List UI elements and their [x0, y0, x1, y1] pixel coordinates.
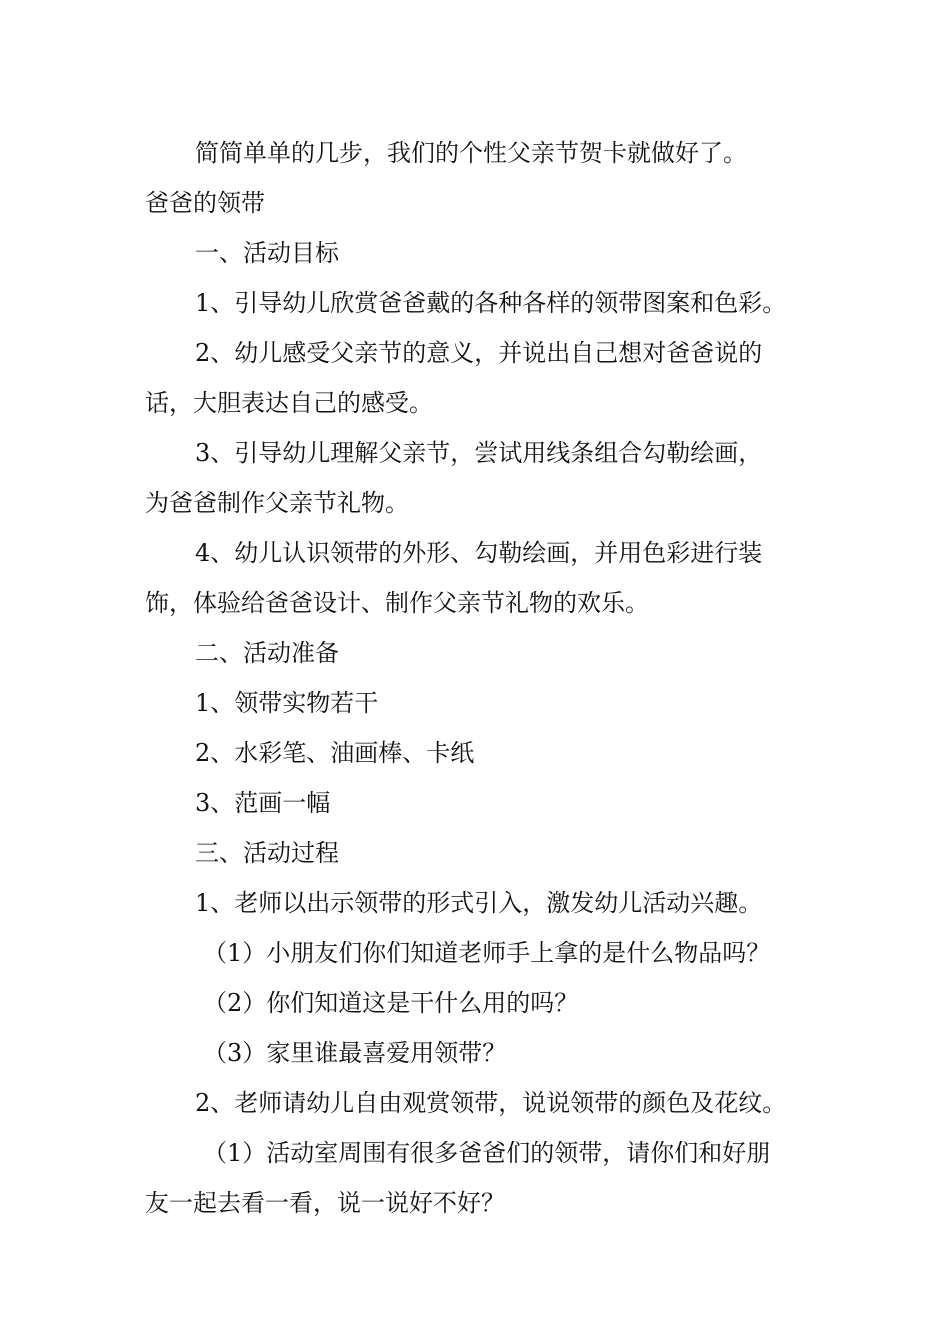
list-item: 2、水彩笔、油画棒、卡纸: [195, 739, 475, 767]
sub-list-item: （1）活动室周围有很多爸爸们的领带，请你们和好朋: [203, 1139, 771, 1167]
list-item: 2、老师请幼儿自由观赏领带，说说领带的颜色及花纹。: [195, 1089, 787, 1117]
sub-list-item: （3）家里谁最喜爱用领带？: [203, 1039, 507, 1067]
section-heading: 一、活动目标: [195, 239, 339, 267]
sub-list-item-continuation: 友一起去看一看，说一说好不好？: [145, 1189, 505, 1217]
list-item-continuation: 话，大胆表达自己的感受。: [145, 389, 433, 417]
section-heading: 二、活动准备: [195, 639, 339, 667]
list-item: 3、引导幼儿理解父亲节，尝试用线条组合勾勒绘画，: [195, 439, 763, 467]
document-body: [145, 128, 810, 1228]
section-title: 爸爸的领带: [145, 189, 265, 217]
sub-list-item: （2）你们知道这是干什么用的吗？: [203, 989, 579, 1017]
list-item-continuation: 为爸爸制作父亲节礼物。: [145, 489, 409, 517]
list-item: 4、幼儿认识领带的外形、勾勒绘画，并用色彩进行装: [195, 539, 763, 567]
sub-list-item: （1）小朋友们你们知道老师手上拿的是什么物品吗？: [203, 939, 771, 967]
list-item: 2、幼儿感受父亲节的意义，并说出自己想对爸爸说的: [195, 339, 763, 367]
list-item: 1、老师以出示领带的形式引入，激发幼儿活动兴趣。: [195, 889, 763, 917]
list-item-continuation: 饰，体验给爸爸设计、制作父亲节礼物的欢乐。: [145, 589, 649, 617]
list-item: 1、引导幼儿欣赏爸爸戴的各种各样的领带图案和色彩。: [195, 289, 787, 317]
list-item: 3、范画一幅: [195, 789, 331, 817]
paragraph-line: 简简单单的几步，我们的个性父亲节贺卡就做好了。: [195, 139, 747, 167]
list-item: 1、领带实物若干: [195, 689, 379, 717]
section-heading: 三、活动过程: [195, 839, 339, 867]
